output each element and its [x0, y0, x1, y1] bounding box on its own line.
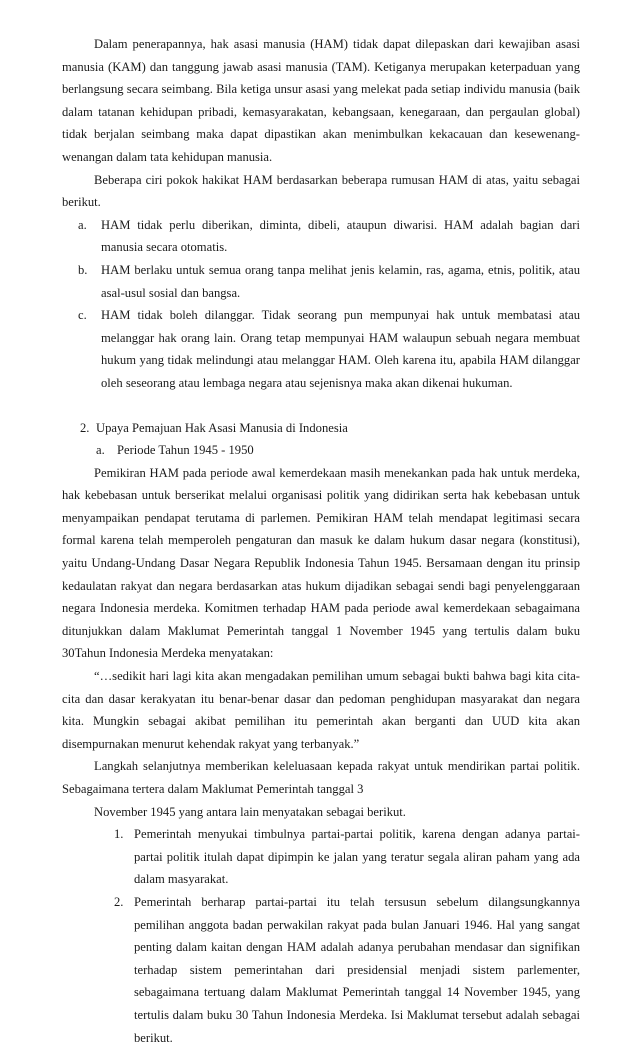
- list-item-text: Pemerintah berharap partai-partai itu telah tersusun sebelum dilangsungkannya pemilihan anggota badan perwakilan rakyat pada bulan Januari 1946. Hal yang sangat penting dalam kaitan dengan HAM adalah adanya perubahan mendasar dan signifikan terhadap sistem pemerintahan dari presidensial menjadi sistem parlementer, sebagaimana tertuang dalam Maklumat Pemerintah tanggal 14 November 1945, yang tertulis dalam buku 30 Tahun Indonesia Merdeka. Isi Maklumat tersebut adalah sebagai berikut.: [134, 894, 580, 1045]
- list-item-text: Pemerintah menyukai timbulnya partai-partai politik, karena dengan adanya partai-partai politik itulah dapat dipimpin ke jalan yang teratur segala aliran paham yang ada dalam masyarakat.: [134, 827, 580, 887]
- list-marker: b.: [78, 262, 88, 277]
- section-title: Upaya Pemajuan Hak Asasi Manusia di Indonesia: [96, 420, 348, 435]
- list-item: [68, 259, 580, 304]
- list-marker: 2.: [114, 894, 124, 909]
- quote-paragraph: “…sedikit hari lagi kita akan mengadakan pemilihan umum sebagai bukti bahwa bagi kita cita-cita dan dasar kerakyatan itu benar-benar dasar dan pedoman penghidupan masyarakat dan negara kita. Mungkin sebagai akibat pemilihan itu pemerintah akan berganti dan UUD kita akan disempurnakan menurut kehendak rakyat yang terbanyak.”: [62, 669, 580, 751]
- section-paragraph-1: Pemikiran HAM pada periode awal kemerdekaan masih menekankan pada hak untuk merdeka, hak kebebasan untuk berserikat melalui organisasi politik yang didirikan serta hak kebebasan untuk menyampaikan pendapat terutama di parlemen. Pemikiran HAM telah mendapat legitimasi secara formal karena telah memperoleh pengaturan dan masuk ke dalam hukum dasar negara (konstitusi), yaitu Undang-Undang Dasar Negara Republik Indonesia Tahun 1945. Bersamaan dengan itu prinsip kedaulatan rakyat dan negara berdasarkan atas hukum dijadikan sebagai sendi bagi penyelenggaraan negara Indonesia merdeka. Komitmen terhadap HAM pada periode awal kemerdekaan sebagaimana ditunjukkan dalam Maklumat Pemerintah tanggal 1 November 1945 yang tertulis dalam buku 30Tahun Indonesia Merdeka menyatakan:: [62, 465, 580, 661]
- list-marker: a.: [78, 217, 87, 232]
- section-paragraph-2: Langkah selanjutnya memberikan keleluasaan kepada rakyat untuk mendirikan partai politik. Sebagaimana tertera dalam Maklumat Pemerintah tanggal 3: [62, 759, 580, 796]
- subsection-marker: a.: [96, 443, 105, 458]
- list-item: [62, 891, 580, 1049]
- subsection-title: Periode Tahun 1945 - 1950: [117, 443, 254, 458]
- list-item-text: HAM tidak boleh dilanggar. Tidak seorang pun mempunyai hak untuk membatasi atau melanggar hak orang lain. Orang tetap mempunyai HAM walaupun sebuah negara membuat hukum yang tidak melindungi atau melanggar HAM. Oleh karena itu, apabila HAM dilanggar oleh seseorang atau lembaga negara atau sejenisnya maka akan dikenai hukuman.: [101, 308, 580, 390]
- list-item: [68, 214, 580, 259]
- list-item-text: HAM tidak perlu diberikan, diminta, dibeli, ataupun diwarisi. HAM adalah bagian dari manusia secara otomatis.: [101, 217, 580, 255]
- subsection-heading: [62, 439, 580, 462]
- intro-paragraph-1: Dalam penerapannya, hak asasi manusia (HAM) tidak dapat dilepaskan dari kewajiban asasi manusia (KAM) dan tanggung jawab asasi manusia (TAM). Ketiganya merupakan keterpaduan yang berlangsung secara seimbang. Bila ketiga unsur asasi yang melekat pada setiap individu manusia (baik dalam tatanan kehidupan pribadi, kemasyarakatan, kebangsaan, kenegaraan, dan pergaulan global) tidak berjalan seimbang maka dapat dipastikan akan menimbulkan kekacauan dan kesewenang-wenangan dalam tata kehidupan manusia.: [62, 37, 580, 164]
- section-paragraph-3: November 1945 yang antara lain menyatakan sebagai berikut.: [94, 804, 406, 819]
- list-item-text: HAM berlaku untuk semua orang tanpa melihat jenis kelamin, ras, agama, etnis, politik, atau asal-usul sosial dan bangsa.: [101, 262, 580, 300]
- list-marker: 1.: [114, 827, 124, 842]
- maklumat-list: [62, 823, 580, 1049]
- intro-paragraph-2: Beberapa ciri pokok hakikat HAM berdasarkan beberapa rumusan HAM di atas, yaitu sebagai berikut.: [62, 172, 580, 210]
- section-number: 2.: [80, 420, 90, 435]
- list-item: [68, 304, 580, 394]
- list-marker: c.: [78, 308, 87, 323]
- section-heading: [62, 417, 580, 440]
- list-item: [62, 823, 580, 891]
- ciri-list: [62, 214, 580, 395]
